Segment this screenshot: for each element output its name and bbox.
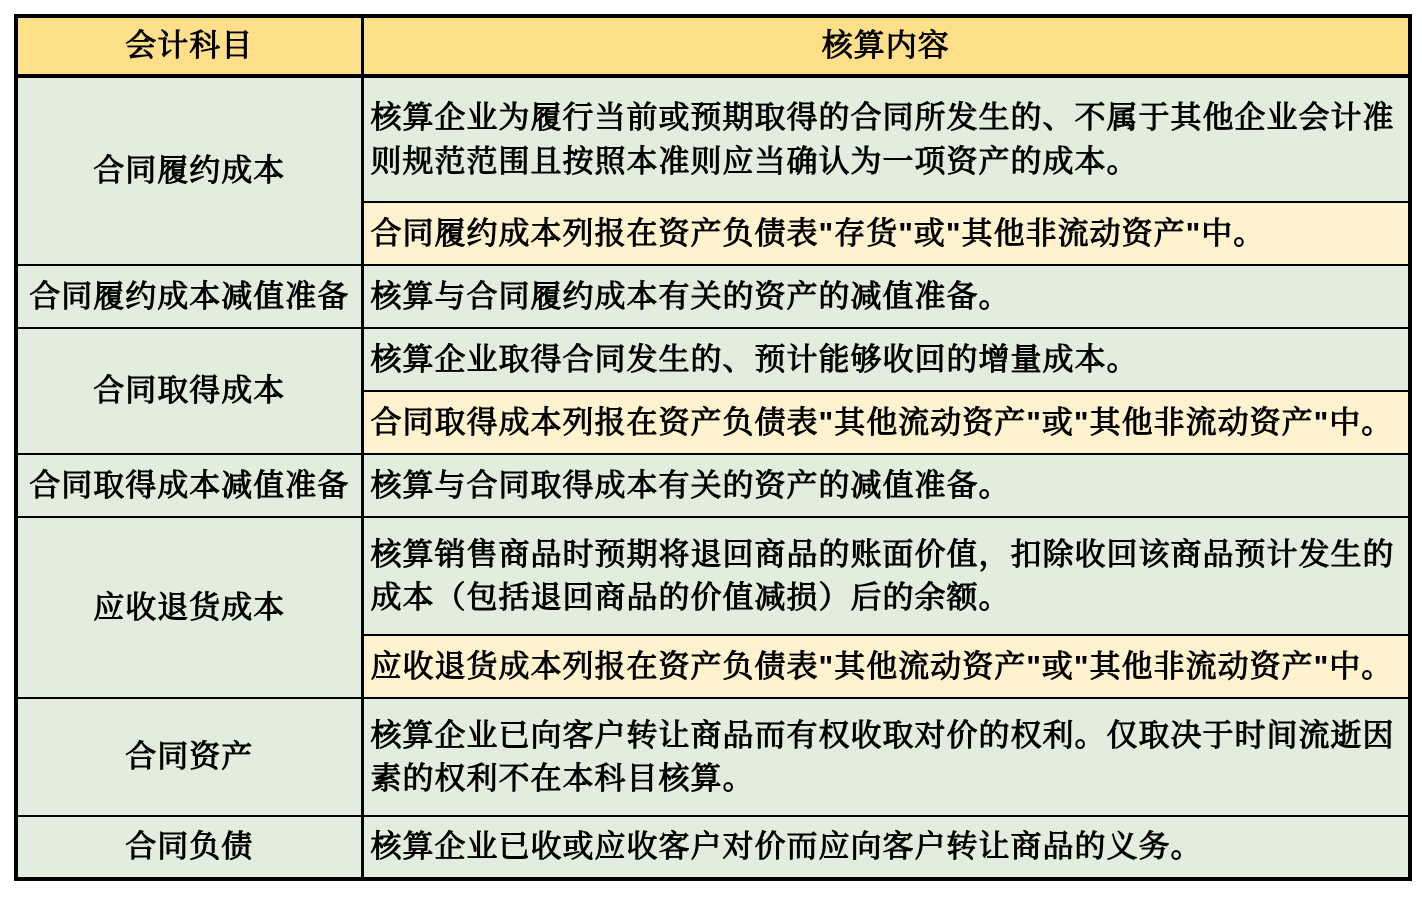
content-cell: 核算与合同取得成本有关的资产的减值准备。 — [362, 454, 1410, 517]
content-cell-highlight: 合同取得成本列报在资产负债表"其他流动资产"或"其他非流动资产"中。 — [362, 391, 1410, 454]
accounting-subjects-table — [14, 14, 1412, 881]
subject-cell: 合同取得成本 — [16, 328, 362, 454]
content-cell-highlight: 合同履约成本列报在资产负债表"存货"或"其他非流动资产"中。 — [362, 202, 1410, 265]
table-row — [16, 328, 1410, 391]
table-row — [16, 816, 1410, 879]
content-cell: 核算企业取得合同发生的、预计能够收回的增量成本。 — [362, 328, 1410, 391]
content-cell: 核算企业为履行当前或预期取得的合同所发生的、不属于其他企业会计准则规范范围且按照本准则应当确认为一项资产的成本。 — [362, 76, 1410, 202]
content-cell: 核算与合同履约成本有关的资产的减值准备。 — [362, 265, 1410, 328]
table-header — [16, 16, 1410, 76]
subject-cell: 应收退货成本 — [16, 517, 362, 698]
table-row — [16, 454, 1410, 517]
table-row — [16, 517, 1410, 635]
subject-cell: 合同资产 — [16, 698, 362, 816]
subject-cell: 合同负债 — [16, 816, 362, 879]
content-cell: 核算销售商品时预期将退回商品的账面价值，扣除收回该商品预计发生的成本（包括退回商品的价值减损）后的余额。 — [362, 517, 1410, 635]
table-row — [16, 698, 1410, 816]
header-cell-subject: 会计科目 — [16, 16, 362, 76]
subject-cell: 合同履约成本 — [16, 76, 362, 265]
content-cell-highlight: 应收退货成本列报在资产负债表"其他流动资产"或"其他非流动资产"中。 — [362, 635, 1410, 698]
content-cell: 核算企业已向客户转让商品而有权收取对价的权利。仅取决于时间流逝因素的权利不在本科目核算。 — [362, 698, 1410, 816]
header-row — [16, 16, 1410, 76]
subject-cell: 合同履约成本减值准备 — [16, 265, 362, 328]
table-row — [16, 265, 1410, 328]
subject-cell: 合同取得成本减值准备 — [16, 454, 362, 517]
content-cell: 核算企业已收或应收客户对价而应向客户转让商品的义务。 — [362, 816, 1410, 879]
table-row — [16, 76, 1410, 202]
header-cell-content: 核算内容 — [362, 16, 1410, 76]
